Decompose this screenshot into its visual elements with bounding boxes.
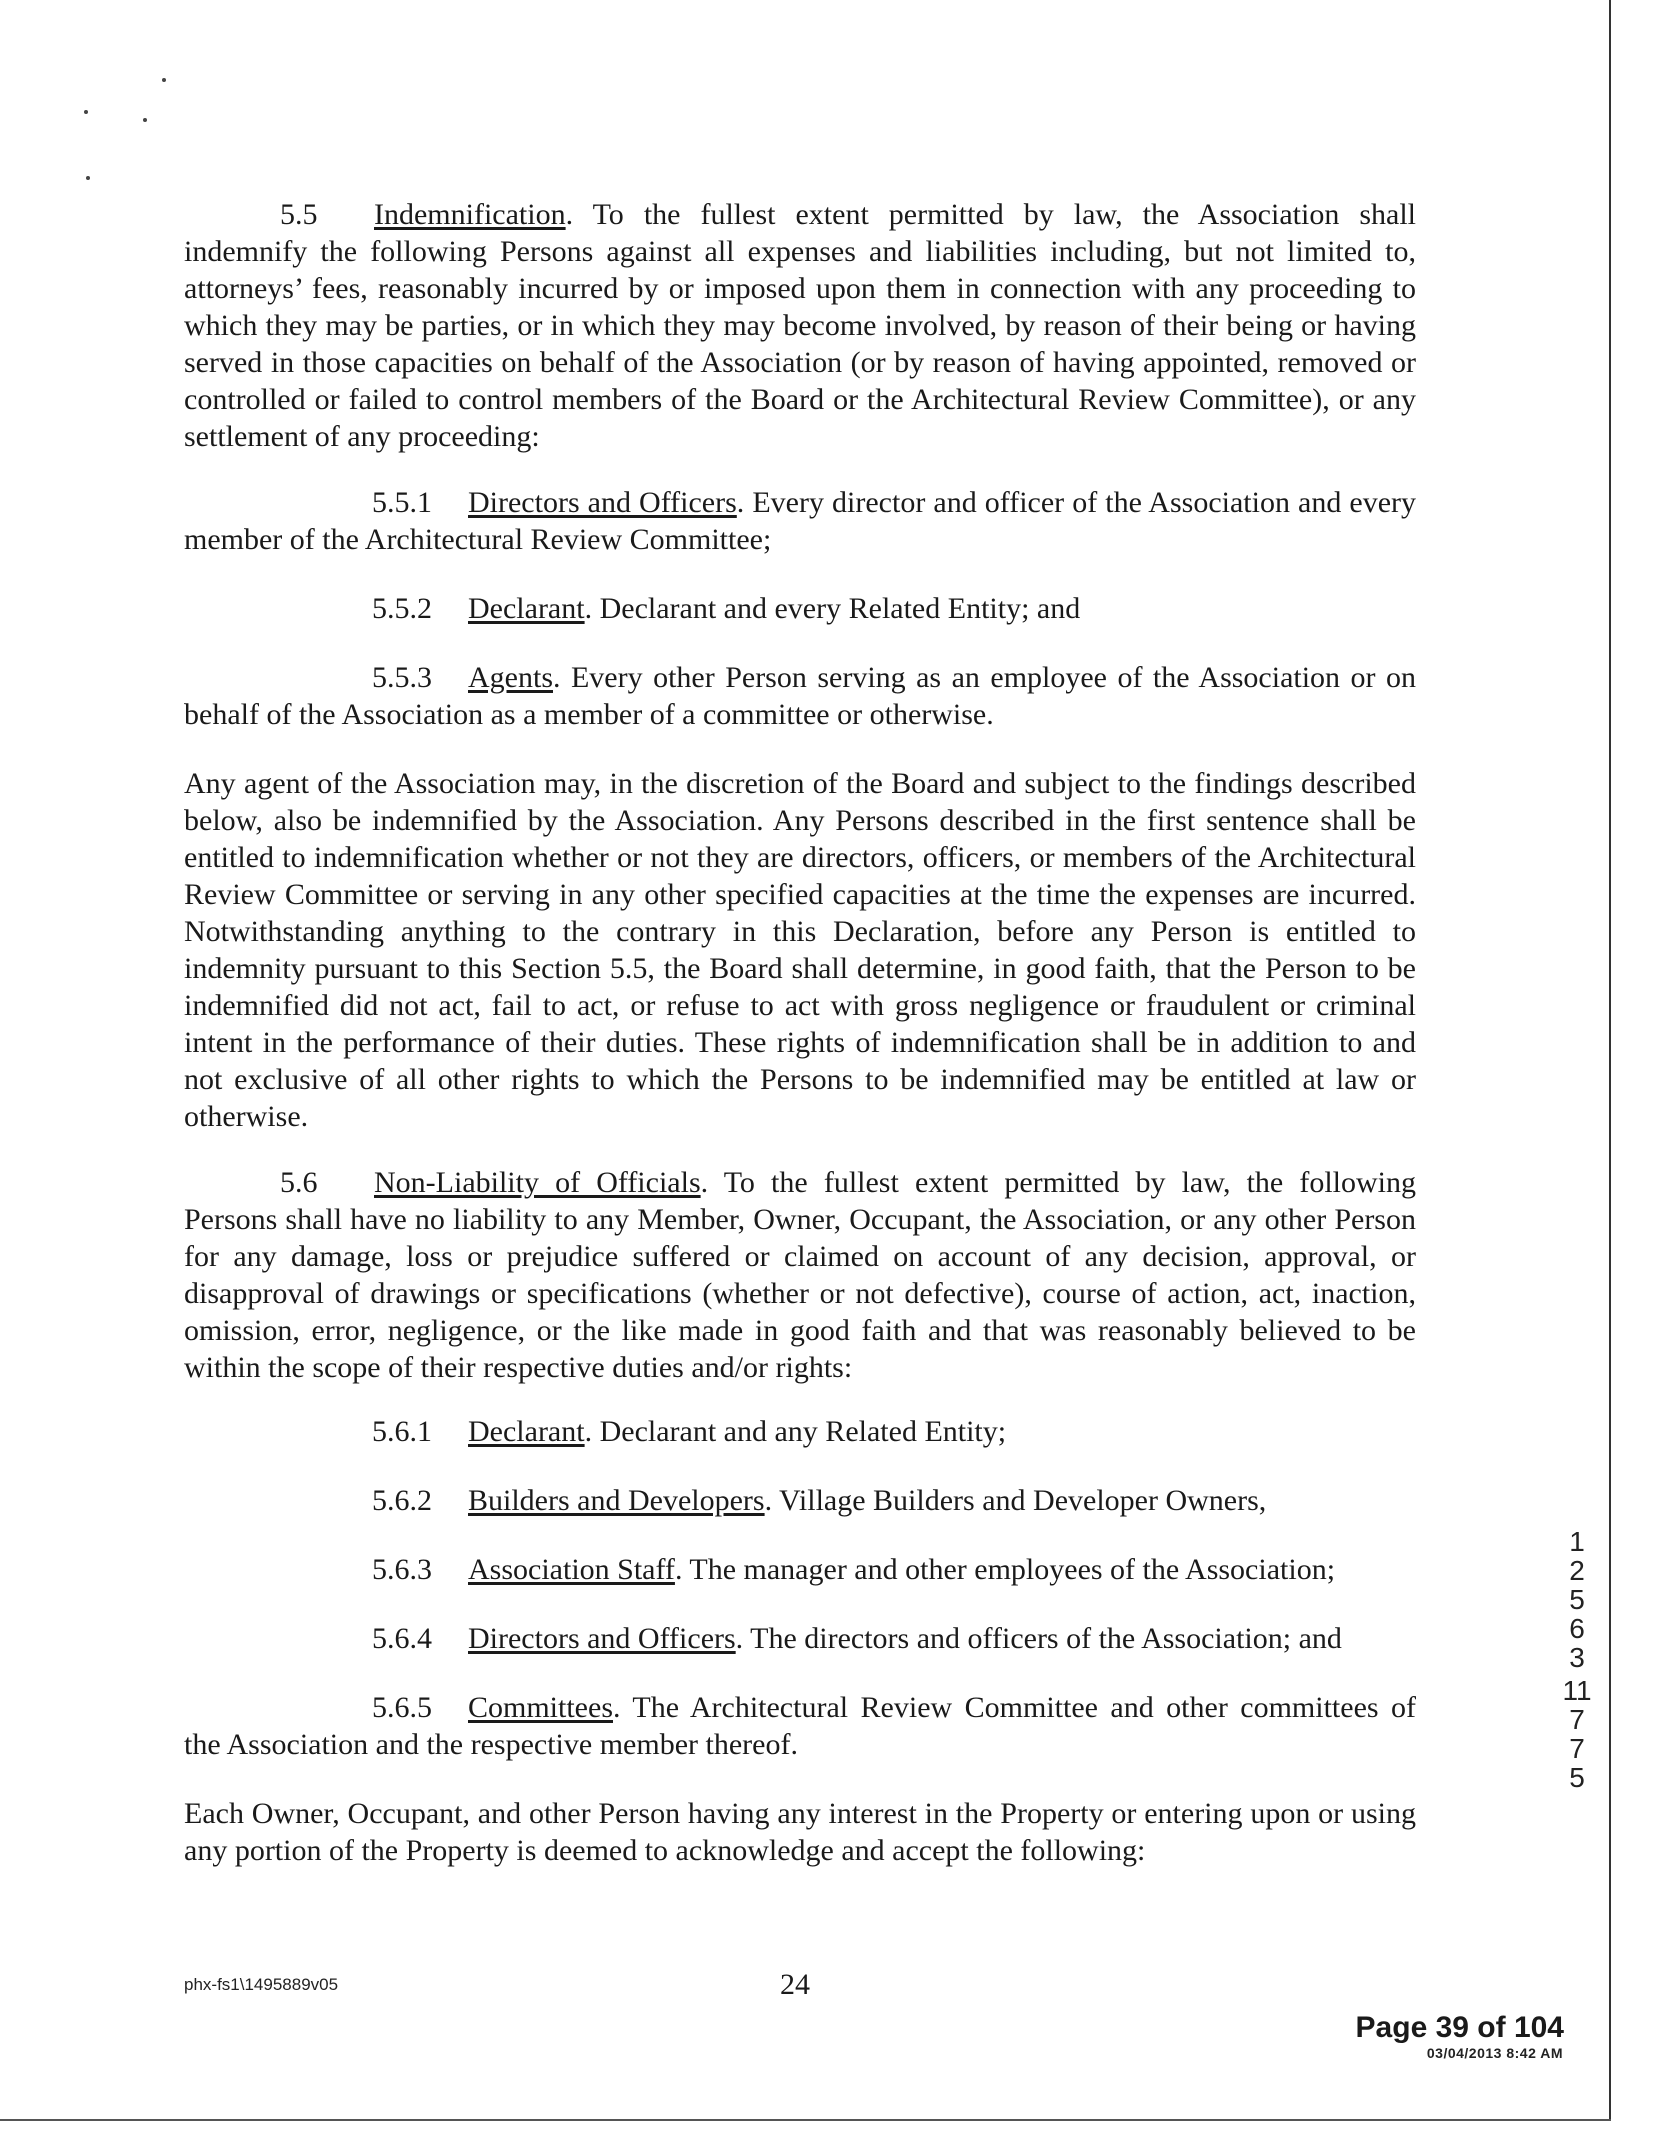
section-number: 5.6.3 [372,1553,432,1586]
section-text: . Every director and officer of the Association and every member of the Architectural Review Committee; [184,486,1417,556]
scan-speck [84,110,88,114]
section-text: . The manager and other employees of the Association; [674,1553,1336,1586]
section-heading: Association Staff [468,1553,675,1586]
recording-code-bottom: 11775 [1562,1675,1592,1793]
section-heading: Non-Liability of Officials [374,1166,701,1199]
section-number: 5.5.2 [372,592,432,625]
section-text: . To the fullest extent permitted by law, the following Persons shall have no liability to any Member, Owner, Occupant, the Association, or any other Person for any damage, loss or prejudice suffered or claimed on account of any decision, approval, or disapproval of drawings or specifications (whether or not defective), course of action, act, inaction, omission, error, negligence, or the like made in good faith and that was reasonably believed to be within the scope of their respective duties and/or rights: [184,1166,1417,1384]
bottom-margin-rule [0,2119,1611,2121]
section-number: 5.5.3 [372,661,432,694]
section-heading: Indemnification [374,198,566,231]
section-heading: Declarant [468,592,585,625]
section-number: 5.6 [280,1166,318,1199]
section-5-6-5 [184,1689,1416,1763]
section-5-6-2 [372,1482,1422,1519]
scan-speck [162,78,166,82]
right-margin-rule [1609,0,1611,2120]
section-number: 5.6.5 [372,1691,432,1724]
section-5-5-3 [184,659,1416,733]
section-heading: Committees [468,1691,613,1724]
page-number: 24 [780,1968,810,2001]
agent-paragraph: Any agent of the Association may, in the discretion of the Board and subject to the findings described below, also be indemnified by the Association. Any Persons described in the first sentence shall be entitled to indemnification whether or not they are directors, officers, or members of the Architectural Review Committee or serving in any other specified capacities at the time the expenses are incurred. Notwithstanding anything to the contrary in this Declaration, before any Person is entitled to indemnity pursuant to this Section 5.5, the Board shall determine, in good faith, that the Person to be indemnified did not act, fail to act, or refuse to act with gross negligence or fraudulent or criminal intent in the performance of their duties. These rights of indemnification shall be in addition to and not exclusive of all other rights to which the Persons to be indemnified may be entitled at law or otherwise. [184,767,1416,1133]
owner-paragraph: Each Owner, Occupant, and other Person having any interest in the Property or entering upon or using any portion of the Property is deemed to acknowledge and accept the following: [184,1797,1416,1867]
section-text: . Declarant and every Related Entity; and [584,592,1081,625]
document-id: phx-fs1\1495889v05 [184,1975,339,1994]
section-heading: Directors and Officers [468,486,737,519]
section-5-5 [184,196,1416,455]
section-text: . Village Builders and Developer Owners, [764,1484,1267,1517]
scan-speck [143,118,147,122]
section-heading: Directors and Officers [468,1622,736,1655]
section-number: 5.6.4 [372,1622,432,1655]
section-number: 5.5.1 [372,486,432,519]
section-heading: Builders and Developers [468,1484,765,1517]
section-heading: Declarant [468,1415,585,1448]
section-5-6-4 [372,1620,1422,1657]
recording-datetime: 03/04/2013 8:42 AM [1426,2045,1563,2061]
scan-speck [86,176,90,180]
section-5-6-3 [372,1551,1422,1588]
recording-code-top: 12563 [1569,1526,1585,1673]
section-5-5-2 [184,590,1416,627]
section-text: . Every other Person serving as an employee of the Association or on behalf of the Association as a member of a committee or otherwise. [184,661,1416,731]
section-text: . Declarant and any Related Entity; [584,1415,1007,1448]
section-number: 5.6.2 [372,1484,432,1517]
section-text: . To the fullest extent permitted by law, the Association shall indemnify the following Persons against all expenses and liabilities including, but not limited to, attorneys’ fees, reasonably incurred by or imposed upon them in connection with any proceeding to which they may be parties, or in which they may become involved, by reason of their being or having served in those capacities on behalf of the Association (or by reason of having appointed, removed or controlled or failed to control members of the Board or the Architectural Review Committee), or any settlement of any proceeding: [184,198,1416,453]
section-5-6-1 [372,1413,1422,1450]
section-text: . The directors and officers of the Association; and [735,1622,1342,1655]
section-5-6 [184,1164,1416,1386]
section-text: . The Architectural Review Committee and other committees of the Association and the respective member thereof. [184,1691,1416,1761]
recording-page-label: Page 39 of 104 [1355,2011,1564,2044]
section-number: 5.6.1 [372,1415,432,1448]
section-number: 5.5 [280,198,318,231]
section-5-5-1 [184,484,1416,558]
section-heading: Agents [468,661,553,694]
